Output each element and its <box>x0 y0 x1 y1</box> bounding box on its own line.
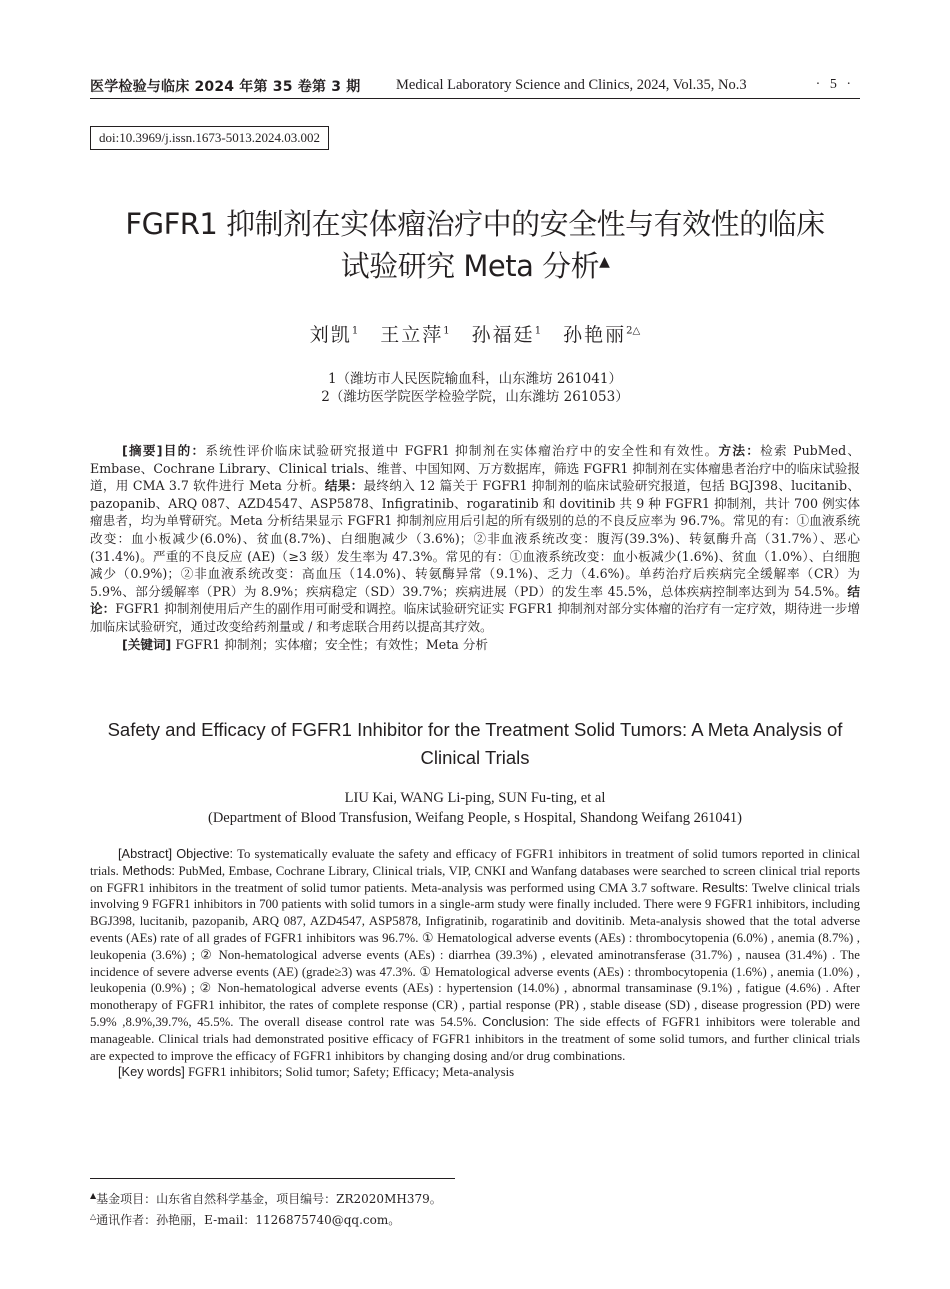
abstract-en-body <box>90 846 860 1064</box>
title-en <box>90 716 860 772</box>
journal-name-cn: 医学检验与临床 2024 年第 35 卷第 3 期 <box>90 79 361 95</box>
objective-text: 系统性评价临床试验研究报道中 FGFR1 抑制剂在实体瘤治疗中的安全性和有效性。 <box>205 443 719 458</box>
results-label: 结果： <box>324 478 364 494</box>
author: 刘凯$^1$ <box>309 324 359 346</box>
conclusion-label: Conclusion: <box>482 1013 550 1029</box>
objective-label: Objective: <box>176 846 234 861</box>
author: 孙艳丽$^{2\triangle}$ <box>563 324 641 346</box>
author: 孙福廷$^1$ <box>471 324 542 346</box>
methods-text: PubMed, Embase, Cochrane Library, Clinical trials, VIP, CNKI and Wanfang databases were searched to screen clinical trial reports on FGFR1 inhibitors in the treatment of solid tumor patients. Meta-analysis was performed using CMA 3.7 software. <box>90 863 861 895</box>
methods-text: 检索 PubMed、Embase、Cochrane Library、Clinical trials、维普、中国知网、万方数据库，筛选 FGFR1 抑制剂在实体瘤患者治疗中的临床试验报道，用 CMA 3.7 软件进行 Meta 分析。 <box>90 443 861 494</box>
title-en-line2: Clinical Trials <box>420 747 530 768</box>
affiliation: 1（潍坊市人民医院输血科，山东潍坊 261041） <box>328 371 622 387</box>
footnote-funding: ▲基金项目：山东省自然科学基金，项目编号：ZR2020MH379。 <box>90 1191 442 1206</box>
objective-text: To systematically evaluate the safety and efficacy of FGFR1 inhibitors in treatment of solid tumors reported in clinical trials. <box>90 847 861 878</box>
footnote-divider <box>90 1178 455 1179</box>
fund-mark: ▲ <box>599 254 610 270</box>
objective-label: 目的： <box>162 443 206 458</box>
doi-box[interactable]: doi:10.3969/j.issn.1673-5013.2024.03.002 <box>90 126 329 150</box>
authors-cn <box>0 320 950 347</box>
conclusion-label: 结论： <box>90 583 860 617</box>
abstract-cn <box>90 442 860 653</box>
results-text: 最终纳入 12 篇关于 FGFR1 抑制剂的临床试验研究报道，包括 BGJ398、lucitanib、pazopanib、ARQ 087、AZD4547、ASP5878、Infigratinib、rogaratinib 和 dovitinib 共 9 种 FGFR1 抑制剂，共计 700 例实体瘤患者，均为单臂研究。Meta 分析结果显示 FGFR1 抑制剂应用后引起的所有级别的总的不良反应率为 96.7%。常见的有：①血液系统改变：血小板减少(6.0%)、贫血(8.7%)、白细胞减少（3.6%)；②非血液系统改变：腹泻(39.3%)、转氨酶升高（31.7%）、恶心(31.4%)。严重的不良反应 (AE)（≥3 级）发生率为 47.3%。常见的有：①血液系统改变：血小板减少(1.6%)、贫血（1.0%）、白细胞减少（0.9%)；②非血液系统改变：高血压（14.0%)、转氨酶异常（9.1%)、乏力（4.6%)。单药治疗后疾病完全缓解率（CR）为 5.9%、部分缓解率（PR）为 8.9%；疾病稳定（SD）39.7%；疾病进展（PD）的发生率 45.5%，总体疾病控制率达到为 54.5%。 <box>90 478 860 599</box>
methods-label: Methods: <box>122 862 175 878</box>
abstract-cn-body <box>90 442 860 636</box>
conclusion-text: FGFR1 抑制剂使用后产生的副作用可耐受和调控。临床试验研究证实 FGFR1 抑制剂对部分实体瘤的治疗有一定疗效，期待进一步增加临床试验研究，通过改变给药剂量或 / 和考虑联合用药以提高其疗效。 <box>90 601 861 634</box>
authors-en <box>0 788 950 828</box>
footnotes <box>90 1187 790 1229</box>
affiliations-cn <box>0 370 950 406</box>
abstract-label: [Abstract] <box>118 846 173 861</box>
running-header <box>90 76 860 99</box>
abstract-label: [摘要] <box>122 443 163 458</box>
keywords-label: [Key words] <box>118 1064 185 1080</box>
title-cn-line2: 试验研究 Meta 分析 <box>340 249 600 283</box>
methods-label: 方法： <box>718 443 761 458</box>
title-en-line1: Safety and Efficacy of FGFR1 Inhibitor for the Treatment Solid Tumors: A Meta Analysis of <box>107 719 843 740</box>
title-cn <box>60 205 890 285</box>
results-text: Twelve clinical trials involving 9 FGFR1 inhibitors in 700 patients with solid tumors in a single-arm study were finally included. There were 9 FGFR1 inhibitors, including BGJ398, lucitanib, pazopanib, ARQ 087, AZD4547, ASP5878, Infigratinib, rogaratinib and dovitinib. Meta-analysis showed that the total adverse events (AEs) rate of all grades of FGFR1 inhibitors was 96.7%. ① Hematological adverse events (AEs) : thrombocytopenia (6.0%) , anemia (8.7%) , leukopenia (3.6%) ; ② Non-hematological adverse events (AEs) : diarrhea (39.3%) , elevated aminotransferase (31.7%) , nausea (31.4%) . The incidence of severe adverse events (AE) (grade≥3) was 47.3%. ① Hematological adverse events (AEs) : thrombocytopenia (1.6%) , anemia (1.0%) , leukopenia (0.9%) ; ② Non-hematological adverse events (AEs) : hypertension (14.0%) , abnormal transaminase (9.1%) , fatigue (4.6%) . After monotherapy of FGFR1 inhibitor, the rates of complete response (CR) , partial response (PR) , stable disease (SD) , disease progression (PD) were 5.9% ,8.9%,39.7%, 45.5%. The overall disease control rate was 54.5%. <box>90 880 861 1029</box>
keywords-text: FGFR1 inhibitors; Solid tumor; Safety; Efficacy; Meta-analysis <box>188 1065 515 1080</box>
affiliation: 2（潍坊医学院医学检验学院，山东潍坊 261053） <box>321 389 629 405</box>
keywords-text: FGFR1 抑制剂；实体瘤；安全性；有效性；Meta 分析 <box>175 636 488 652</box>
author-list-en: LIU Kai, WANG Li-ping, SUN Fu-ting, et al <box>344 790 606 806</box>
author: 王立萍$^1$ <box>380 324 450 346</box>
abstract-en <box>90 846 860 1081</box>
keywords-cn <box>90 636 860 654</box>
page-number: · 5 · <box>815 77 854 92</box>
keywords-en <box>90 1064 860 1081</box>
footnote-corresponding: △通讯作者：孙艳丽，E-mail：1126875740@qq.com。 <box>90 1212 401 1227</box>
conclusion-text: The side effects of FGFR1 inhibitors were tolerable and manageable. Clinical trials had demonstrated positive efficacy of FGFR1 inhibitors in the treatment of some solid tumors, and further clinical trials are expected to improve the efficacy of FGFR1 inhibitors by changing dosing and/or drug combinations. <box>90 1014 860 1063</box>
journal-name-en: Medical Laboratory Science and Clinics, 2024, Vol.35, No.3 <box>396 77 747 93</box>
keywords-label: [关键词] <box>122 636 172 652</box>
title-cn-line1: FGFR1 抑制剂在实体瘤治疗中的安全性与有效性的临床 <box>125 207 825 241</box>
results-label: Results: <box>701 879 749 895</box>
affiliation-en: (Department of Blood Transfusion, Weifang People, s Hospital, Shandong Weifang 261041) <box>208 810 742 826</box>
